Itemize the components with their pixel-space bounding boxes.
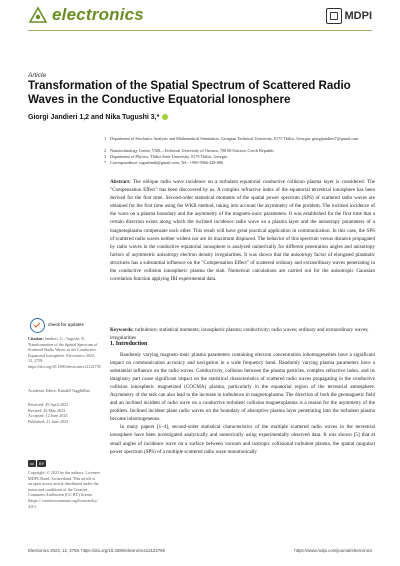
keywords	[110, 326, 375, 342]
abstract-text: The oblique radio wave incidence on a turbulent equatorial conductive collision plasma layer is considered. The "Compensation Effect" has been discovered by us. A complex refractive index of the equatorial terrestrial ionosphere has been derived for the first time. Second-order statistical moments of the spatial power spectrum (SPS) of scattered radio waves are obtained for the first time using the WKB method, taking into account the asymmetry of the problem. The inclined incidence of the wave on a plasma boundary and the asymmetry of the magneto-ionic parameters. It was established for the first time that a certain direction exists along which the inclined incidence radio wave on a plasma layer and the anisotropy parameters of a magnetoplasma compensate each other. This result will have great practical application in communication. In this case, the SPS of scattered radio waves neither widens nor are its maximum displaced. The behavior of this spectrum versus distance propagated by radio waves in the conductive equatorial ionosphere is analyzed numerically for different penetration angles and anisotropy factors of asymmetric anisotropy electron density irregularities. It was shown that the anisotropy factor of elongated plasmatic structures has a substantial influence on the "Compensation Effect" of scattered ordinary and extraordinary waves penetrating in the conductive collision ionospheric plasma the slab. Numerical calculations are carried out for the anisotropic Gaussian correlation function applying IRI experimental data.	[110, 179, 375, 283]
citation-label: Citation:	[28, 336, 44, 341]
footer-citation[interactable]: Electronics 2023, 12, 2759. https://doi.org/10.3390/electronics12122759	[28, 548, 165, 553]
header-divider	[28, 30, 372, 31]
footer-journal-link[interactable]: https://www.mdpi.com/journal/electronics	[294, 548, 372, 553]
date-revised: Revised: 29 May 2023	[28, 407, 66, 413]
publisher-logo	[326, 8, 373, 24]
mdpi-logo-icon	[326, 8, 342, 24]
paragraph: Randomly varying magneto-ionic plasma parameters containing electron concentration inhomogeneities have a significant impact on communication accuracy and navigation in a wide frequency band. Randomly varying plasma parameters have a substantial influence on the radio waves. Conductivity, collision between the plasma particles, complex refractive index, and its imaginary part cause significant impact on the statistical characteristics of scattered radio waves propagating in the conductive collision ionospheric magnetized (COCMA) plasma, particularly in the equatorial region of the terrestrial atmosphere. Asymmetry of the task can also lead to the increase in turbulence in magnetoplasma. The direction of both the geomagnetic field and an inclined incident of radio wave on a conductive turbulent collision magnetoplasma is a reason for the asymmetry of the problem. Inclined incident plane radio waves on the boundary of absorptive plasma layer penetrating into the turbulent plasma become inhomogeneous.	[110, 352, 375, 423]
check-updates-label: check for updates	[48, 322, 84, 328]
by-icon: BY	[39, 461, 45, 466]
date-published: Published: 21 June 2023	[28, 418, 69, 424]
keywords-text: turbulence; statistical moments; ionospheric plasma; conductivity; radio waves; ordinary and extraordinary waves; irregularities	[110, 327, 369, 341]
sidebar-citation	[28, 336, 100, 370]
check-updates-icon	[30, 318, 45, 333]
keywords-label: Keywords:	[110, 327, 134, 333]
affiliation-2	[104, 148, 380, 153]
page-footer	[28, 548, 372, 553]
date-accepted: Accepted: 12 June 2023	[28, 413, 68, 419]
affiliation-number: 2	[104, 148, 107, 153]
section-heading: 1. Introduction	[110, 341, 148, 347]
orcid-icon[interactable]	[162, 114, 168, 120]
affiliation-3	[104, 154, 380, 159]
date-received: Received: 29 April 2023	[28, 402, 69, 407]
affiliation-1	[104, 136, 380, 141]
authors-text: Giorgi Jandieri 1,2 and Nika Tugushi 3,*	[28, 114, 160, 121]
affiliation-text: Correspondence: tugushinik@gmail.com; Tel.: +995-5966-228-086	[110, 160, 224, 165]
publisher-name: MDPI	[344, 10, 372, 22]
abstract-label: Abstract:	[110, 179, 131, 185]
affiliation-number: 3	[104, 154, 107, 159]
journal-name: electronics	[52, 5, 144, 24]
sidebar-copyright: Copyright: © 2023 by the authors. Licensee MDPI, Basel, Switzerland. This article is an open access article distributed under the terms and conditions of the Creative Commons Attribution (CC BY) license (https:// creativecommons.org/licenses/by/ 4.0/).	[28, 470, 100, 509]
affiliation-correspondence	[104, 160, 380, 165]
sidebar-dates	[28, 402, 100, 424]
article-type: Article	[28, 72, 47, 79]
sidebar-editor: Academic Editor: Randall Tagg&Bair	[28, 388, 91, 393]
affiliation-text: Department of Stochastic Analysis and Mathematical Simulation, Georgian Technical University, 0175 Tbilisi, Georgia; giorgijandieri7@gmail.com	[110, 136, 359, 141]
paragraph: In many papers [1–4], second-order statistical characteristics of the multiple scattered radio waves in the terrestrial ionosphere have been investigated analytically and numerically using experimentally observed data. It was shown [5] that at small angles of incidence wave on a surface between vacuum and isotropic collisional turbulent plasma, the spatial (angular) power spectrum (SPS) of a multiple scattered radio wave monotonically	[110, 424, 375, 455]
affiliation-text: Nanotechnology Centre, VSB—Technical University of Ostrava, 708 00 Ostrava, Czech Republic	[110, 148, 275, 153]
article-title: Transformation of the Spatial Spectrum of Scattered Radio Waves in the Conductive Equatorial Ionosphere	[28, 79, 351, 106]
cc-icon: cc	[30, 461, 34, 466]
authors	[28, 114, 168, 121]
journal-logo-icon	[28, 6, 48, 24]
affiliation-number: 1	[104, 136, 107, 141]
introduction-body	[110, 351, 375, 456]
cc-license-badge[interactable]	[28, 460, 46, 467]
abstract	[110, 178, 375, 283]
affiliation-text: Department of Physics, Tbilisi State University, 0179 Tbilisi, Georgia	[110, 154, 227, 159]
affiliation-number: *	[104, 160, 107, 165]
citation-text: Jandieri, G.; Tugushi, N. Transformation of the Spatial Spectrum of Scattered Radio Waves in the Conductive Equatorial Ionosphere. Electronics 2023, 12, 2759. https://doi.org/10.3390/electronics12122759	[28, 336, 101, 369]
check-for-updates-button[interactable]	[30, 318, 84, 333]
